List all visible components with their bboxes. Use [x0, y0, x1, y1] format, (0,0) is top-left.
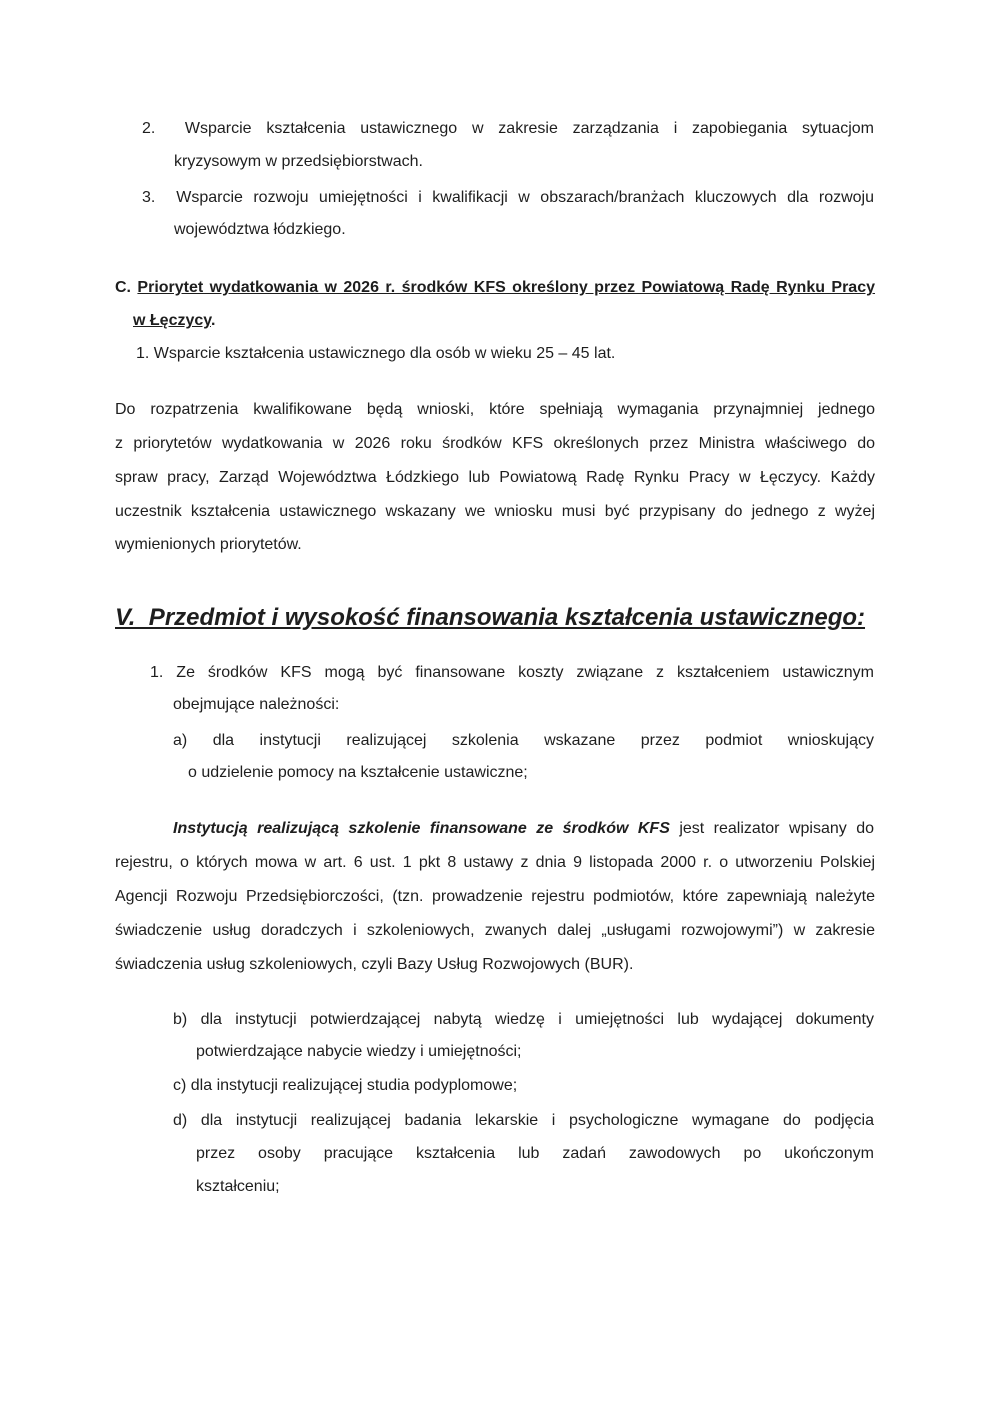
section-v-item-1-line1: 1. Ze środków KFS mogą być finansowane koszty związane z kształceniem ustawicznym [150, 664, 874, 681]
subitem-d-line2: przez osoby pracujące kształcenia lub zadań zawodowych po ukończonym [196, 1145, 874, 1162]
list-item-2-number: 2. [142, 120, 156, 137]
institution-line-5: świadczenia usług szkoleniowych, czyli Bazy Usług Rozwojowych (BUR). [115, 956, 634, 973]
subitem-d-line3: kształceniu; [196, 1178, 280, 1195]
list-item-3-number: 3. [142, 189, 156, 206]
subitem-b-line1: b) dla instytucji potwierdzającej nabytą wiedzę i umiejętności lub wydającej dokumenty [173, 1011, 874, 1028]
subitem-b-line2: potwierdzające nabycie wiedzy i umiejętności; [196, 1043, 522, 1060]
subitem-c: c) dla instytucji realizującej studia podyplomowe; [173, 1077, 518, 1094]
section-c-heading-dot: . [210, 312, 216, 329]
section-v-heading: V. Przedmiot i wysokość finansowania kształcenia ustawicznego: [115, 604, 866, 631]
section-c-heading-line1 [115, 271, 875, 304]
section-v-item-1-line2: obejmujące należności: [173, 696, 340, 713]
institution-line-1 [173, 812, 874, 845]
subitem-d-line1: d) dla instytucji realizującej badania lekarskie i psychologiczne wymagane do podjęcia [173, 1112, 874, 1129]
institution-line-4: świadczenie usług doradczych i szkoleniowych, zwanych dalej „usługami rozwojowymi”) w zakresie [115, 922, 875, 939]
section-c-letter: C. [115, 279, 131, 296]
subitem-a-line1: a) dla instytucji realizującej szkolenia wskazane przez podmiot wnioskujący [173, 732, 874, 749]
section-c-heading-text: Priorytet wydatkowania w 2026 r. środków KFS określony przez Powiatową Radę Rynku Pracy [137, 279, 876, 296]
list-item-3-line2: województwa łódzkiego. [174, 221, 346, 238]
section-c-item-1: 1. Wsparcie kształcenia ustawicznego dla osób w wieku 25 – 45 lat. [136, 345, 616, 362]
list-item-3-line1 [142, 181, 874, 214]
qualification-line-5: wymienionych priorytetów. [115, 536, 302, 553]
list-item-2-line1 [142, 112, 874, 145]
section-c-heading-location: w Łęczycy [133, 312, 211, 329]
section-c-heading-line2 [133, 304, 215, 337]
institution-line-1-rest: jest realizator wpisany do [669, 820, 874, 837]
list-item-2-text: Wsparcie kształcenia ustawicznego w zakresie zarządzania i zapobiegania sytuacjom [184, 120, 875, 137]
institution-line-2: rejestru, o których mowa w art. 6 ust. 1 pkt 8 ustawy z dnia 9 listopada 2000 r. o utworzeniu Polskiej [115, 854, 875, 871]
institution-line-3: Agencji Rozwoju Przedsiębiorczości, (tzn. prowadzenie rejestru podmiotów, które zapewniają należyte [115, 888, 875, 905]
qualification-line-1: Do rozpatrzenia kwalifikowane będą wnioski, które spełniają wymagania przynajmniej jednego [115, 401, 875, 418]
list-item-3-text: Wsparcie rozwoju umiejętności i kwalifikacji w obszarach/branżach kluczowych dla rozwoju [176, 189, 875, 206]
institution-definition-term: Instytucją realizującą szkolenie finansowane ze środków KFS [173, 820, 670, 837]
qualification-line-3: spraw pracy, Zarząd Województwa Łódzkiego lub Powiatową Radę Rynku Pracy w Łęczycy. Każdy [115, 469, 875, 486]
list-item-2-line2: kryzysowym w przedsiębiorstwach. [174, 153, 423, 170]
qualification-line-2: z priorytetów wydatkowania w 2026 roku środków KFS określonych przez Ministra właściwego do [115, 435, 875, 452]
subitem-a-line2: o udzielenie pomocy na kształcenie ustawiczne; [188, 764, 528, 781]
qualification-line-4: uczestnik kształcenia ustawicznego wskazany we wniosku musi być przypisany do jednego z wyżej [115, 503, 875, 520]
